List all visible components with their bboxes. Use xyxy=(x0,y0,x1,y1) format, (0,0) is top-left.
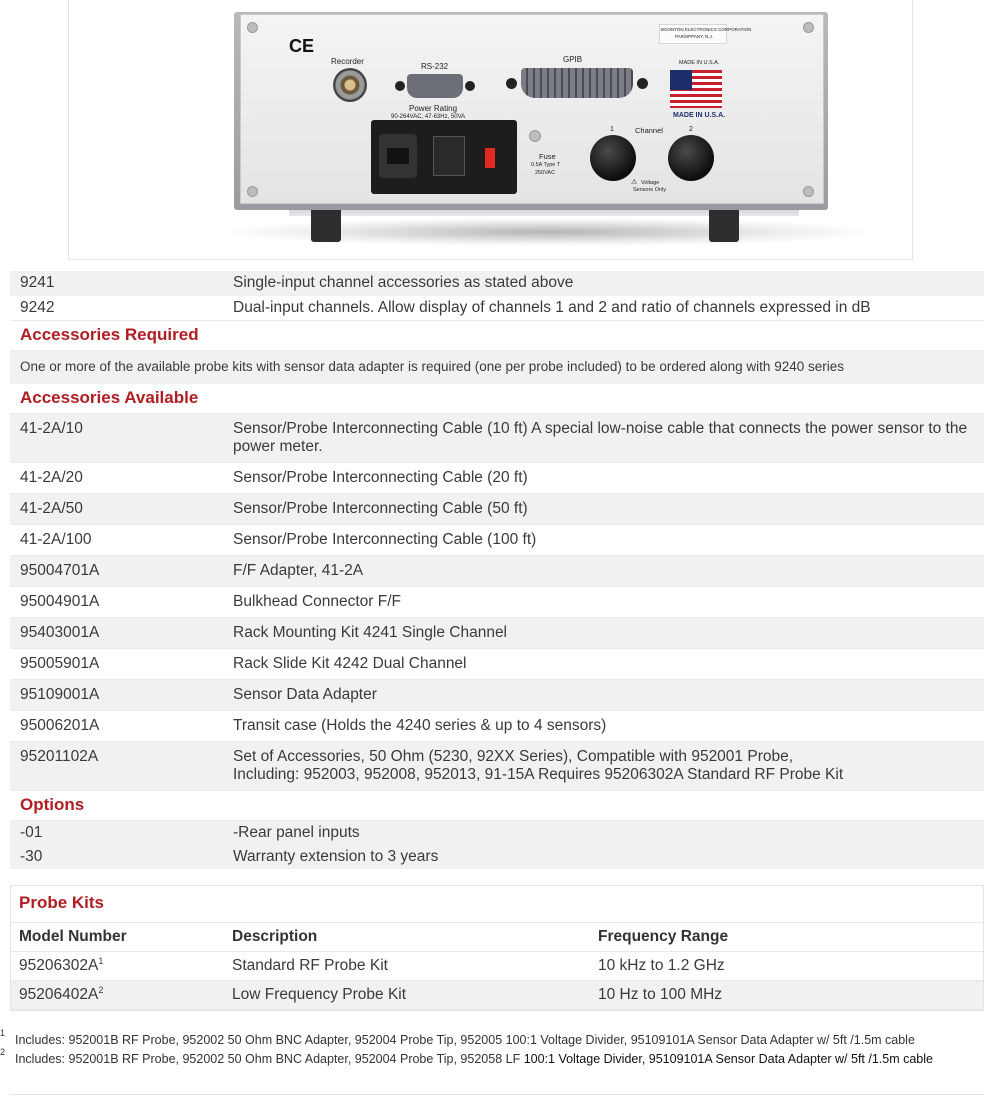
bottom-divider xyxy=(10,1094,984,1095)
accessory-description: Bulkhead Connector F/F xyxy=(233,593,402,610)
recorder-bnc-connector-icon xyxy=(333,68,367,102)
option-code: -01 xyxy=(20,824,43,841)
model-description: Single-input channel accessories as stated above xyxy=(233,274,574,291)
probe-kits-grid xyxy=(11,923,983,1010)
kit-frequency-range: 10 Hz to 100 MHz xyxy=(590,981,983,1010)
made-in-usa-badge: MADE IN U.S.A. xyxy=(673,112,726,119)
accessory-description: Sensor Data Adapter xyxy=(233,686,377,703)
rear-panel xyxy=(240,14,824,204)
options-heading: Options xyxy=(10,791,984,821)
accessory-description: Sensor/Probe Interconnecting Cable (50 ft) xyxy=(233,500,528,517)
channel-label: Channel xyxy=(635,126,663,135)
accessory-description: Rack Mounting Kit 4241 Single Channel xyxy=(233,624,508,641)
voltage-note-2: Sensors Only xyxy=(633,187,667,193)
table-row xyxy=(10,711,984,742)
option-code: -30 xyxy=(20,848,43,865)
probe-kits-table xyxy=(10,885,984,1011)
power-switch-icon xyxy=(433,136,465,176)
section-header-row xyxy=(10,321,984,351)
accessory-description: Sensor/Probe Interconnecting Cable (10 ft) A special low-noise cable that connects the power sensor to the power meter. xyxy=(233,420,968,455)
accessory-code: 95005901A xyxy=(20,655,100,672)
accessory-code: 41-2A/20 xyxy=(20,469,83,486)
table-row xyxy=(10,494,984,525)
column-header: Model Number xyxy=(11,923,224,952)
model-code: 9242 xyxy=(20,299,55,316)
made-in-usa-text: MADE IN U.S.A. xyxy=(679,60,720,66)
accessories-required-heading: Accessories Required xyxy=(10,321,984,351)
chassis-foot-left xyxy=(311,206,341,242)
fuse-spec-2: 250VAC xyxy=(535,170,556,176)
column-header: Frequency Range xyxy=(590,923,983,952)
accessory-description-line: Set of Accessories, 50 Ohm (5230, 92XX Series), Compatible with 952001 Probe, xyxy=(233,748,794,765)
table-row xyxy=(11,952,983,981)
kit-model xyxy=(11,952,224,981)
accessory-code: 95403001A xyxy=(20,624,100,641)
model-code: 9241 xyxy=(20,274,55,291)
accessory-code: 41-2A/10 xyxy=(20,420,83,437)
kit-frequency-range: 10 kHz to 1.2 GHz xyxy=(598,957,725,974)
table-row xyxy=(10,618,984,649)
table-row xyxy=(10,587,984,618)
footnote-text-part: 100:1 Voltage Divider, 95109101A Sensor Data Adapter w/ 5ft /1.5m cable xyxy=(523,1052,933,1066)
accessory-description-line: Including: 952003, 952008, 952013, 91-15A Requires 95206302A Standard RF Probe Kit xyxy=(233,766,844,783)
table-row xyxy=(10,845,984,869)
accessory-code: 95004701A xyxy=(20,562,100,579)
table-row xyxy=(10,296,984,321)
table-row xyxy=(10,680,984,711)
power-socket-icon xyxy=(379,134,417,178)
accessory-code: 95004901A xyxy=(20,593,100,610)
kit-model xyxy=(11,981,224,1010)
accessory-description: Sensor/Probe Interconnecting Cable (100 ft) xyxy=(233,531,537,548)
accessory-code: 41-2A/100 xyxy=(20,531,92,548)
kit-description: Standard RF Probe Kit xyxy=(232,957,388,974)
table-row xyxy=(10,742,984,791)
table-row xyxy=(10,525,984,556)
accessory-description: F/F Adapter, 41-2A xyxy=(233,562,364,579)
rs232-connector-icon xyxy=(407,74,463,98)
ordering-table xyxy=(10,271,984,869)
accessory-code: 95006201A xyxy=(20,717,100,734)
footnote-number: 2 xyxy=(0,1047,6,1057)
accessories-required-note: One or more of the available probe kits with sensor data adapter is required (one per probe included) to be ordered along with 9240 series xyxy=(10,351,984,384)
channel-1-label: 1 xyxy=(610,126,614,133)
warning-triangle-icon: ⚠ xyxy=(631,179,638,186)
table-row xyxy=(10,649,984,680)
column-header: Description xyxy=(224,923,590,952)
footnote-number: 1 xyxy=(0,1028,6,1038)
fuse-spec-1: 0.5A Type T xyxy=(531,162,561,168)
footnote-ref: 2 xyxy=(98,984,104,995)
section-header-row xyxy=(10,791,984,821)
table-row xyxy=(11,981,983,1010)
table-row xyxy=(10,271,984,296)
maker-line-2: PARSIPPANY, N.J. xyxy=(675,34,714,39)
accessory-code: 95201102A xyxy=(20,748,99,765)
option-description: -Rear panel inputs xyxy=(233,824,360,841)
channel-1-input-icon xyxy=(590,135,636,181)
accessory-description xyxy=(223,742,984,791)
accessory-code: 95109001A xyxy=(20,686,100,703)
section-header-row xyxy=(10,384,984,414)
power-indicator-icon xyxy=(485,148,495,168)
gpib-label: GPIB xyxy=(563,55,583,64)
screw-icon xyxy=(247,186,258,197)
ce-mark: CE xyxy=(289,36,315,56)
accessory-description: Sensor/Probe Interconnecting Cable (20 ft) xyxy=(233,469,528,486)
footnote-text: Includes: 952001B RF Probe, 952002 50 Ohm BNC Adapter, 952004 Probe Tip, 952005 100:1 Voltage Divider, 95109101A Sensor Data Adapter w/ 5ft /1.5m cable xyxy=(15,1033,915,1047)
screw-icon xyxy=(803,186,814,197)
table-row xyxy=(10,821,984,846)
option-description: Warranty extension to 3 years xyxy=(233,848,439,865)
kit-model-number: 95206402A xyxy=(19,986,99,1003)
recorder-label: Recorder xyxy=(331,57,364,66)
us-flag-icon xyxy=(670,70,722,108)
kit-model-number: 95206302A xyxy=(19,957,99,974)
chassis-foot-right xyxy=(709,206,739,242)
rs232-label: RS-232 xyxy=(421,62,449,71)
table-row xyxy=(10,463,984,494)
accessory-description: Transit case (Holds the 4240 series & up to 4 sensors) xyxy=(233,717,607,734)
gpib-connector-icon xyxy=(521,68,633,98)
screw-icon xyxy=(803,22,814,33)
table-row xyxy=(10,414,984,463)
accessories-available-heading: Accessories Available xyxy=(10,384,984,414)
channel-2-label: 2 xyxy=(689,126,693,133)
model-description: Dual-input channels. Allow display of channels 1 and 2 and ratio of channels expressed in dB xyxy=(233,299,871,316)
maker-line-1: BOONTON ELECTRONICS CORPORATION xyxy=(661,27,752,32)
product-rear-panel-image xyxy=(68,0,913,260)
power-entry-module xyxy=(371,120,517,194)
probe-kits-heading: Probe Kits xyxy=(11,886,983,923)
screw-icon xyxy=(247,22,258,33)
table-row xyxy=(10,556,984,587)
accessory-code: 41-2A/50 xyxy=(20,500,83,517)
voltage-note-1: Voltage xyxy=(641,180,660,186)
accessory-description: Rack Slide Kit 4242 Dual Channel xyxy=(233,655,467,672)
footnote-text xyxy=(15,1052,933,1066)
table-header-row xyxy=(11,923,983,952)
power-rating-spec: 90-264VAC, 47-63Hz, 50VA xyxy=(391,114,466,120)
footnote-ref: 1 xyxy=(98,955,104,966)
ground-post-icon xyxy=(529,130,541,142)
table-row xyxy=(10,351,984,384)
fuse-label: Fuse xyxy=(539,152,556,161)
channel-2-input-icon xyxy=(668,135,714,181)
footnote-text-part: Includes: 952001B RF Probe, 952002 50 Ohm BNC Adapter, 952004 Probe Tip, 952058 LF xyxy=(15,1052,524,1066)
kit-description: Low Frequency Probe Kit xyxy=(224,981,590,1010)
power-rating-label: Power Rating xyxy=(409,104,458,113)
